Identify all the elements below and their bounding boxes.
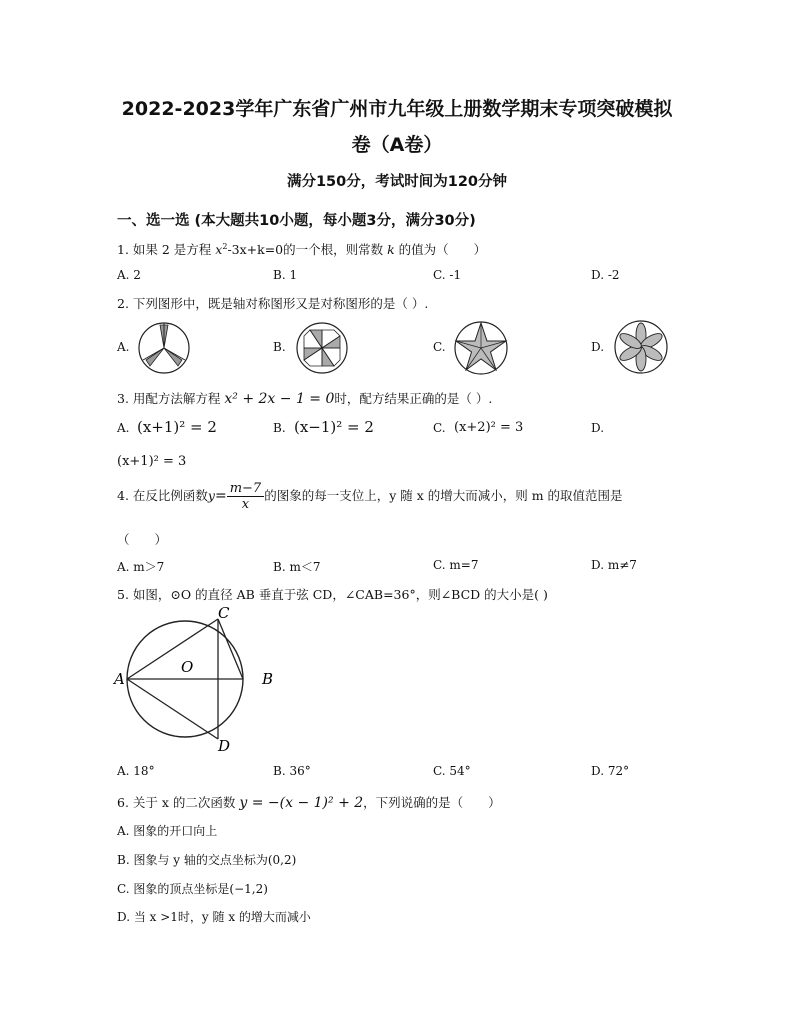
q4-numerator: m−7 — [227, 481, 265, 497]
point-o-label: O — [181, 658, 194, 676]
q1-text-pre: 1. 如果 2 是方程 — [117, 242, 216, 257]
q4-text-post: 的图象的每一支位上，y 随 x 的增大而减小，则 m 的取值范围是 — [264, 488, 623, 503]
point-c-label: C — [218, 604, 230, 622]
q3-text-post: 时，配方结果正确的是（ ）. — [334, 391, 493, 406]
q6-option-b[interactable]: B. 图象与 y 轴的交点坐标为(0,2) — [117, 853, 297, 867]
q2-label-a[interactable]: A. — [117, 340, 130, 354]
question-3-stem — [117, 389, 492, 407]
q3-option-c[interactable]: (x+2)² = 3 — [454, 420, 524, 435]
q1-text-mid: -3x+k=0的一个根，则常数 — [227, 242, 388, 257]
q2-label-b[interactable]: B. — [273, 340, 286, 354]
segment-ac — [127, 619, 218, 679]
circle-geometry-diagram — [112, 604, 282, 754]
q1-exponent: 2 — [222, 241, 228, 251]
q3-option-b[interactable]: (x−1)² = 2 — [294, 418, 374, 436]
q5-option-b[interactable]: B. 36° — [273, 764, 311, 778]
q4-option-b[interactable]: B. m＜7 — [273, 560, 321, 574]
q4-text-pre: 4. 在反比例函数 — [117, 488, 208, 503]
section-heading: 一、选一选 (本大题共10小题，每小题3分，满分30分) — [117, 213, 476, 229]
question-4-stem — [117, 481, 623, 512]
q3-label-a[interactable]: A. — [117, 421, 130, 435]
q6-text-post: ，下列说确的是（ ） — [363, 795, 501, 810]
page-subtitle: 满分150分，考试时间为120分钟 — [286, 174, 508, 190]
q4-var-y: y — [207, 488, 215, 503]
q2-label-c[interactable]: C. — [433, 340, 446, 354]
q5-option-c[interactable]: C. 54° — [433, 764, 471, 778]
question-1-stem — [117, 240, 486, 258]
q1-var-x: x — [215, 242, 223, 257]
q5-option-a[interactable]: A. 18° — [117, 764, 155, 778]
q3-label-c[interactable]: C. — [433, 421, 446, 435]
point-d-label: D — [218, 737, 231, 754]
q4-option-a[interactable]: A. m＞7 — [117, 560, 165, 574]
q1-text-post: 的值为（ ） — [394, 242, 487, 257]
q1-option-c[interactable]: C. -1 — [433, 268, 462, 282]
q6-option-a[interactable]: A. 图象的开口向上 — [117, 824, 218, 838]
point-a-label: A — [114, 670, 125, 688]
q6-text-pre: 6. 关于 x 的二次函数 — [117, 795, 240, 810]
q3-label-d[interactable]: D. — [591, 421, 605, 435]
q6-option-c[interactable]: C. 图象的顶点坐标是(−1,2) — [117, 882, 268, 896]
q2-label-d[interactable]: D. — [591, 340, 605, 354]
question-2-stem: 2. 下列图形中，既是轴对称图形又是对称图形的是（ ）. — [117, 296, 429, 311]
q6-equation: y = −(x − 1)² + 2 — [239, 795, 364, 811]
q4-fraction — [227, 481, 265, 512]
q1-option-b[interactable]: B. 1 — [273, 268, 298, 282]
q3-text-pre: 3. 用配方法解方程 — [117, 391, 225, 406]
q5-option-d[interactable]: D. 72° — [591, 764, 630, 778]
q4-option-c[interactable]: C. m=7 — [433, 558, 479, 572]
q4-option-d[interactable]: D. m≠7 — [591, 558, 637, 572]
q6-option-d[interactable]: D. 当 x >1时，y 随 x 的增大而减小 — [117, 910, 311, 924]
segment-ad — [127, 679, 218, 739]
star-figure-icon[interactable] — [452, 318, 510, 376]
q4-equals: = — [214, 488, 227, 504]
q1-var-k: k — [387, 242, 395, 257]
q1-option-d[interactable]: D. -2 — [591, 268, 620, 282]
segment-cb — [218, 619, 243, 679]
q4-answer-paren: （ ） — [117, 532, 168, 547]
question-6-stem — [117, 793, 501, 811]
q3-label-b[interactable]: B. — [273, 421, 286, 435]
mercedes-figure-icon[interactable] — [136, 320, 192, 376]
point-b-label: B — [262, 670, 274, 688]
page-title: 2022-2023学年广东省广州市九年级上册数学期末专项突破模拟 — [121, 98, 673, 120]
q4-denominator: x — [241, 497, 250, 512]
page-title-line2: 卷（A卷） — [351, 134, 443, 156]
flower-figure-icon[interactable] — [612, 318, 670, 376]
q3-equation: x² + 2x − 1 = 0 — [224, 391, 335, 407]
question-5-stem: 5. 如图，⊙O 的直径 AB 垂直于弦 CD，∠CAB=36°，则∠BCD 的大小是( ) — [117, 587, 548, 602]
q3-option-a[interactable]: (x+1)² = 2 — [137, 418, 217, 436]
q1-option-a[interactable]: A. 2 — [117, 268, 141, 282]
pinwheel-figure-icon[interactable] — [294, 320, 350, 376]
q3-option-d[interactable]: (x+1)² = 3 — [117, 454, 187, 469]
